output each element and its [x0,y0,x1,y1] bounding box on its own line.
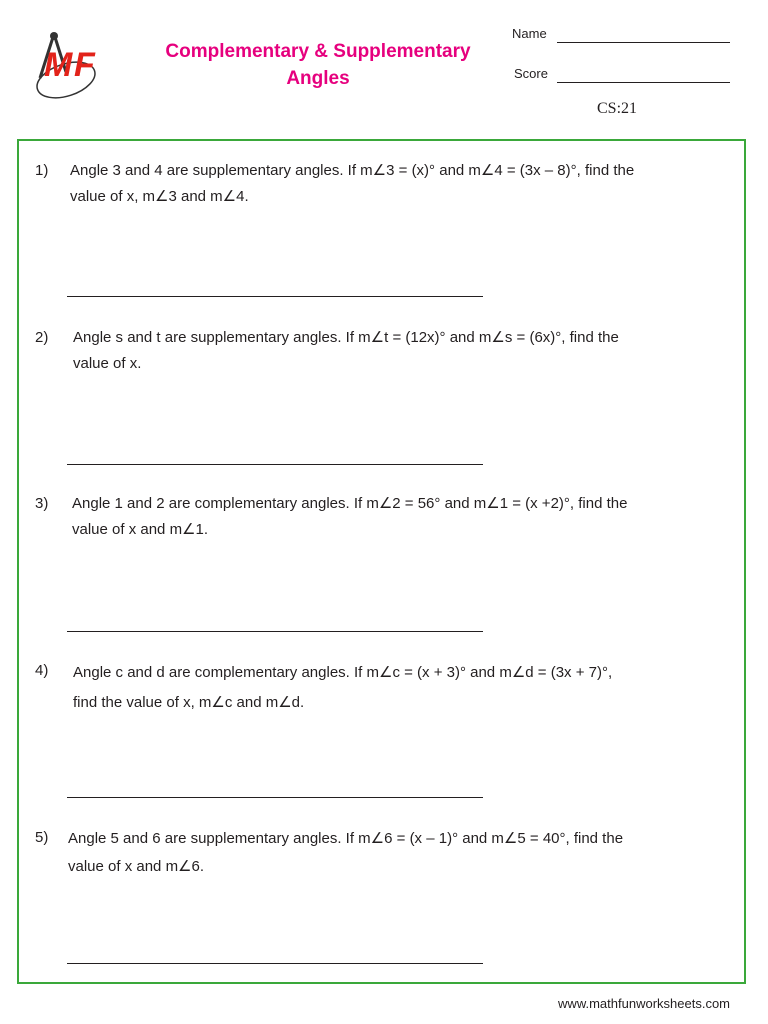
worksheet-title [118,38,518,92]
answer-line-1[interactable] [67,296,483,297]
answer-line-3[interactable] [67,631,483,632]
problem-line-2: value of x and m∠1. [72,521,209,538]
problem-line-1: Angle 5 and 6 are supplementary angles. If m∠6 = (x – 1)° and m∠5 = 40°, find the [68,830,624,847]
problem-line-2: value of x and m∠6. [68,858,205,875]
problem-2-text [73,325,723,377]
score-label: Score [514,66,548,81]
problem-line-1: Angle 1 and 2 are complementary angles. If m∠2 = 56° and m∠1 = (x +2)°, find the [72,495,628,512]
name-label: Name [512,26,547,41]
problem-1-text [70,158,720,210]
answer-line-2[interactable] [67,464,483,465]
score-field[interactable] [557,82,730,83]
compass-logo-icon [30,28,110,100]
title-line-2: Angles [286,68,350,89]
problem-number: 5) [35,829,49,846]
website-footer: www.mathfunworksheets.com [558,996,730,1011]
problem-line-1: Angle 3 and 4 are supplementary angles. If m∠3 = (x)° and m∠4 = (3x – 8)°, find the [70,162,635,179]
problem-5-text [68,825,718,881]
problem-line-2: value of x. [73,355,142,372]
problem-number: 4) [35,662,49,679]
svg-text:M: M [44,46,73,84]
problem-line-2: find the value of x, m∠c and m∠d. [73,694,305,711]
problem-line-1: Angle c and d are complementary angles. If m∠c = (x + 3)° and m∠d = (3x + 7)°, [73,664,613,681]
problem-line-1: Angle s and t are supplementary angles. If m∠t = (12x)° and m∠s = (6x)°, find the [73,329,619,346]
problem-number: 3) [35,495,49,512]
answer-line-5[interactable] [67,963,483,964]
worksheet-code: CS:21 [597,100,638,117]
name-field[interactable] [557,42,730,43]
problem-line-2: value of x, m∠3 and m∠4. [70,188,249,205]
problem-number: 1) [35,162,49,179]
svg-text:F: F [74,46,95,84]
mathfun-logo [30,28,110,100]
problem-4-text [73,658,723,718]
title-line-1: Complementary & Supplementary [165,41,471,62]
answer-line-4[interactable] [67,797,483,798]
problem-number: 2) [35,329,49,346]
problem-3-text [72,491,722,543]
